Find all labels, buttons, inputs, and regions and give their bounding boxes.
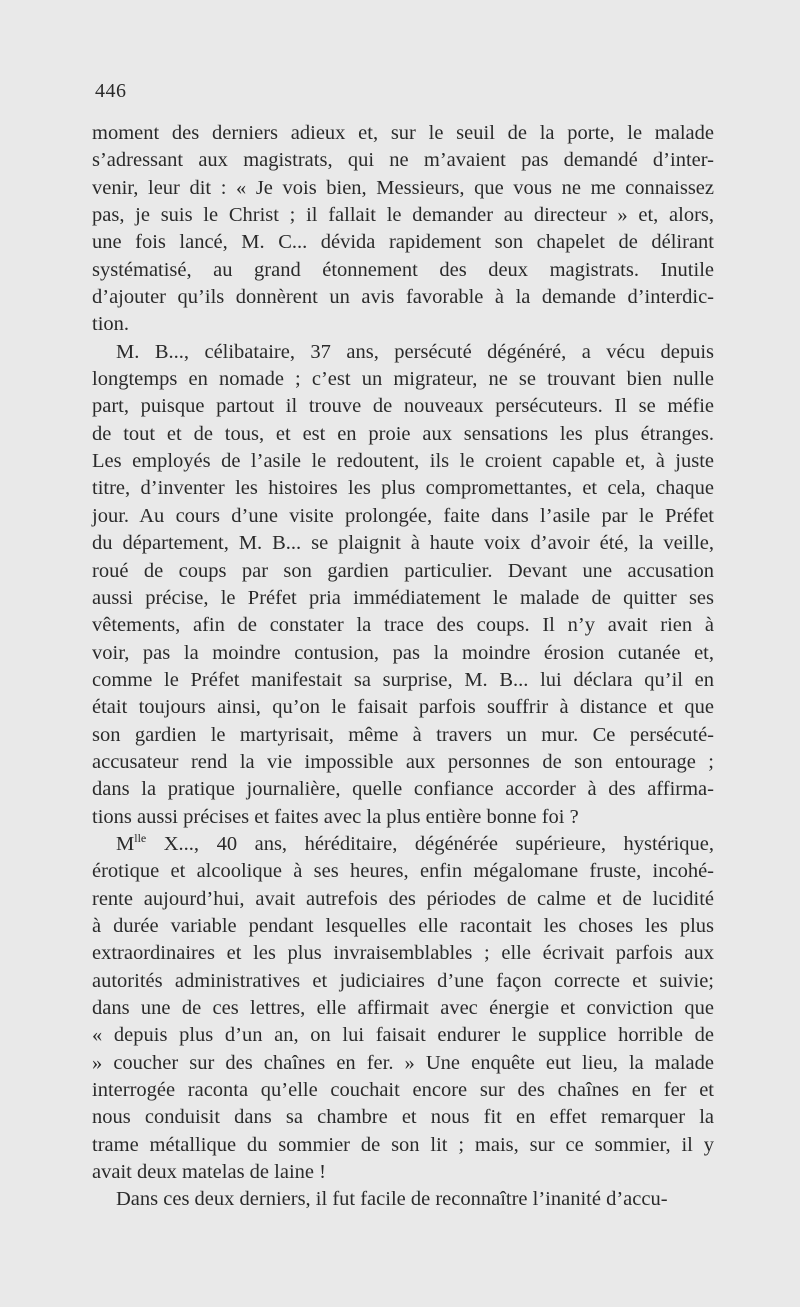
text-line: M. B..., célibataire, 37 ans, persécuté dégénéré, a vécu depuis	[116, 340, 714, 363]
text-line: roué de coups par son gardien particulier. Devant une accusation	[92, 559, 714, 582]
text-line: tion.	[92, 313, 130, 336]
text-line: venir, leur dit : « Je vois bien, Messieurs, que vous ne me connaissez	[92, 176, 714, 199]
text-line: jour. Au cours d’une visite prolongée, faite dans l’asile par le Préfet	[92, 504, 714, 527]
text-line: à durée variable pendant lesquelles elle racontait les choses les plus	[92, 914, 714, 937]
text-line: comme le Préfet manifestait sa surprise, M. B... lui déclara qu’il en	[92, 668, 714, 691]
text-line: interrogée raconta qu’elle couchait encore sur des chaînes en fer et	[92, 1079, 714, 1102]
text-line: trame métallique du sommier de son lit ; mais, sur ce sommier, il y	[92, 1133, 714, 1156]
text-line: longtemps en nomade ; c’est un migrateur, ne se trouvant bien nulle	[92, 368, 714, 391]
text-line: moment des derniers adieux et, sur le seuil de la porte, le malade	[92, 122, 714, 144]
text-line: dans la pratique journalière, quelle confiance accorder à des affirma-	[92, 778, 714, 801]
text-line: voir, pas la moindre contusion, pas la moindre érosion cutanée et,	[92, 641, 714, 664]
paragraph	[92, 339, 714, 831]
text-line: « depuis plus d’un an, on lui faisait endurer le supplice horrible de	[92, 1024, 714, 1047]
text-line: une fois lancé, M. C... dévida rapidement son chapelet de délirant	[92, 231, 714, 254]
text-line: Dans ces deux derniers, il fut facile de reconnaître l’inanité d’accu-	[116, 1188, 668, 1211]
text-line: était toujours ainsi, qu’on le faisait parfois souffrir à distance et que	[92, 696, 714, 719]
text-line: pas, je suis le Christ ; il fallait le demander au directeur » et, alors,	[92, 204, 714, 227]
text-line: » coucher sur des chaînes en fer. » Une enquête eut lieu, la malade	[92, 1051, 714, 1074]
text-line: autorités administratives et judiciaires d’une façon correcte et suivie;	[92, 969, 714, 992]
text-line: s’adressant aux magistrats, qui ne m’avaient pas demandé d’inter-	[92, 149, 714, 172]
text-line: du département, M. B... se plaignit à haute voix d’avoir été, la veille,	[92, 532, 714, 555]
text-line: vêtements, afin de constater la trace des coups. Il n’y avait rien à	[92, 614, 714, 637]
paragraph	[92, 1186, 714, 1213]
body-text	[92, 120, 714, 1214]
text-line: systématisé, au grand étonnement des deux magistrats. Inutile	[92, 258, 714, 281]
text-line: érotique et alcoolique à ses heures, enfin mégalomane fruste, incohé-	[92, 860, 714, 883]
text-line: nous conduisit dans sa chambre et nous fit en effet remarquer la	[92, 1106, 714, 1129]
text-line: son gardien le martyrisait, même à travers un mur. Ce persécuté-	[92, 723, 714, 746]
text-line: part, puisque partout il trouve de nouveaux persécuteurs. Il se méfie	[92, 395, 714, 418]
paragraph	[92, 831, 714, 1186]
text-line: extraordinaires et les plus invraisemblables ; elle écrivait parfois aux	[92, 942, 714, 965]
paragraph	[92, 120, 714, 339]
text-line: tions aussi précises et faites avec la plus entière bonne foi ?	[92, 805, 579, 828]
text-line: titre, d’inventer les histoires les plus compromettantes, et cela, chaque	[92, 477, 714, 500]
text-line: rente aujourd’hui, avait autrefois des périodes de calme et de lucidité	[92, 887, 714, 910]
text-line: avait deux matelas de laine !	[92, 1161, 326, 1184]
text-line: de tout et de tous, et est en proie aux sensations les plus étranges.	[92, 422, 714, 445]
text-line: dans une de ces lettres, elle affirmait avec énergie et conviction que	[92, 997, 714, 1019]
text-line: $M^{lle}$ X..., 40 ans, héréditaire, dégénérée supérieure, hystérique,	[116, 830, 714, 855]
abbreviation: $M^{lle}$	[116, 830, 147, 855]
text-line: Les employés de l’asile le redoutent, ils le croient capable et, à juste	[92, 450, 714, 473]
text-line: aussi précise, le Préfet pria immédiatement le malade de quitter ses	[92, 586, 714, 609]
text-line: accusateur rend la vie impossible aux personnes de son entourage ;	[92, 750, 714, 773]
text-line: d’ajouter qu’ils donnèrent un avis favorable à la demande d’interdic-	[92, 286, 714, 309]
page-number: 446	[95, 80, 127, 102]
